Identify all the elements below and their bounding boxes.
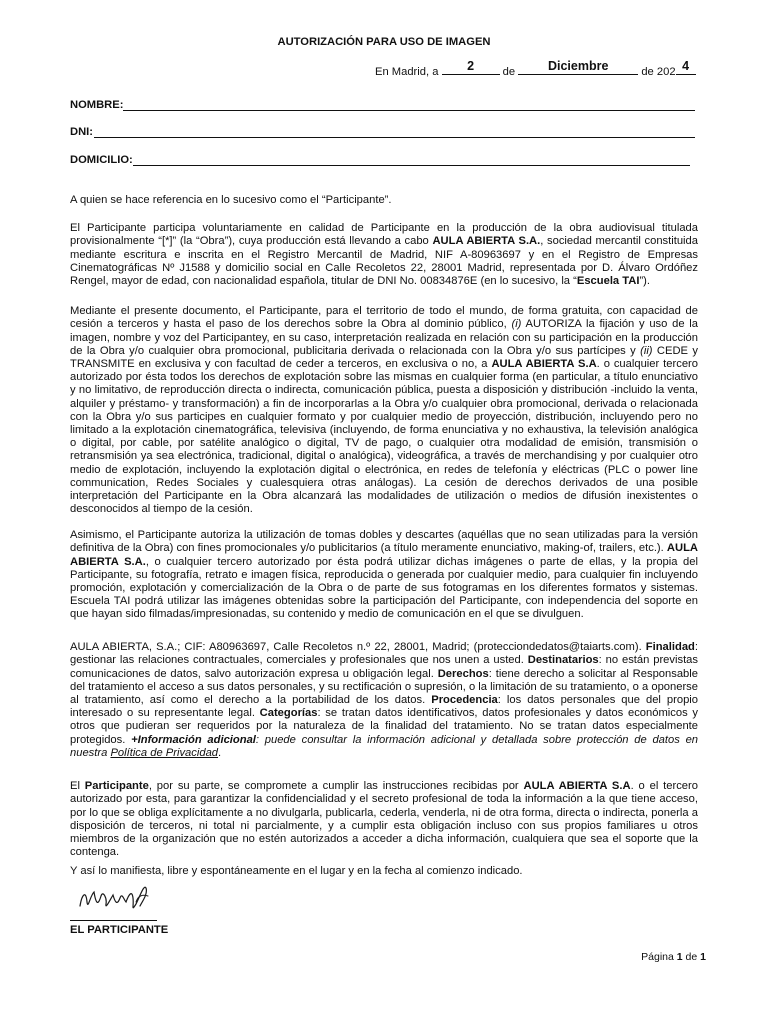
signature-label: EL PARTICIPANTE xyxy=(70,924,169,936)
day-field[interactable] xyxy=(442,58,500,75)
dp-destinatarios-label: Destinatarios xyxy=(527,654,599,667)
p1-text-b: , sociedad mercantil constituida mediante escritura e inscrita en el Registro Mercantil de Madrid, NIF A-80963697 y en el Registro de Empresas Cinematográficas Nº J1588 y domicilio social en Calle Recoletos 22, 28001 Madrid, representada por D. Álvaro Ordóñez Rengel, mayor de edad, con nacionalidad española, titular de DNI No. 00834876E (en lo sucesivo, la “ xyxy=(70,235,698,287)
dni-line xyxy=(94,137,695,138)
domicilio-label: DOMICILIO: xyxy=(70,154,133,166)
p2-text-c: CEDE y TRANSMITE en exclusiva y con facultad de ceder a terceros, en exclusiva o no, a xyxy=(70,344,698,370)
p2-text-a: Mediante el presente documento, el Participante, para el territorio de todo el mundo, de forma gratuita, con capacidad de cesión a terceros y hasta el paso de los derechos sobre la Obra al dominio público, xyxy=(70,305,698,331)
date-prefix: En Madrid, a xyxy=(375,66,439,78)
dp-procedencia-label: Procedencia xyxy=(431,694,498,706)
p3-text-a: Asimismo, el Participante autoriza la utilización de tomas dobles y descartes (aquéllas que no sean utilizadas para la versión definitiva de la Obra) con fines promocionales y/o publicitarios (a título meramente enunciativo, making-of, trailers, etc.). xyxy=(70,529,698,555)
dp-info-label: +Información adicional xyxy=(131,733,256,746)
intro-text: A quien se hace referencia en lo sucesivo como el “Participante”. xyxy=(70,194,392,207)
dp-controller-text: AULA ABIERTA, S.A.; CIF: A80963697, Calle Recoletos n.º 22, 28001, Madrid; ( xyxy=(70,641,478,654)
year-field[interactable] xyxy=(676,58,696,75)
p2-roman-ii: (ii) xyxy=(640,344,653,357)
nombre-field[interactable] xyxy=(70,99,695,113)
dp-categorias-text: : se tratan datos identificativos, datos profesionales y datos económicos y otros que pudieran ser requeridos por la naturaleza de la finalidad del tratamiento. No se tratan datos especialmente protegidos. xyxy=(70,707,698,746)
paragraph-participation xyxy=(70,211,698,299)
closing-text: Y así lo manifiesta, libre y espontáneamente en el lugar y en la fecha al comienzo indicado. xyxy=(70,865,523,878)
date-de-2: de 202 xyxy=(641,66,676,78)
p5-text-a: El xyxy=(70,780,85,793)
privacy-policy-link[interactable]: Política de Privacidad xyxy=(110,746,219,759)
document-title: AUTORIZACIÓN PARA USO DE IMAGEN xyxy=(277,36,491,48)
dp-procedencia-text: : los datos personales que del propio interesado o su representante legal. xyxy=(70,694,698,720)
day-value: 2 xyxy=(467,58,475,73)
year-value: 4 xyxy=(682,58,690,73)
paragraph-data-protection xyxy=(70,630,698,771)
dp-info-text: : puede consultar la información adicional y detallada sobre protección de datos en nuestra xyxy=(70,733,699,759)
footer-page-word: Página xyxy=(641,951,674,963)
nombre-label: NOMBRE: xyxy=(70,99,124,111)
dp-finalidad-text: : gestionar las relaciones contractuales, comerciales y profesionales que nos unen a usted. xyxy=(70,641,698,667)
p5-company: AULA ABIERTA S.A xyxy=(523,780,631,793)
dp-categorias-label: Categorías xyxy=(259,707,318,720)
p5-text-c: . o el tercero autorizado por esta, para garantizar la confidencialidad y el secreto profesional de toda la información a la que tiene acceso, por lo que se obliga explícitamente a no divulgarla, publicarla, cederla, venderla, ni de otra forma, directa o indirecta, ponerla a disposición de terceros, ni total ni parcialmente, y a cumplir esta obligación incluso con sus propios familiares u otros miembros de la organización que no estén autorizados a acceder a dicha información, cualquiera que sea el soporte que la contenga. xyxy=(70,780,698,859)
dp-controller-end: ). xyxy=(634,641,642,654)
paragraph-takes xyxy=(70,518,698,633)
footer-page-total: 1 xyxy=(700,951,706,963)
nombre-line xyxy=(123,110,695,111)
paragraph-authorization xyxy=(70,294,698,528)
dni-field[interactable] xyxy=(70,126,695,140)
footer-of-word: de xyxy=(685,951,698,963)
dp-email-link[interactable]: protecciondedatos@taiarts.com xyxy=(477,641,635,654)
p2-text-b: AUTORIZA la fijación y uso de la imagen, nombre y voz del Participantey, en su caso, interpretación realizada en relación con su participación en la producción de la Obra y/o cualquier obra promocional, publicitaria derivada o relacionada con la Obra y/o sus partícipes y xyxy=(70,318,698,357)
p2-text-d: . o cualquier tercero autorizado por ésta todos los derechos de explotación sobre las mismas en cualquier forma (en particular, a título enunciativo y no limitativo, de reproducción directa o indirecta, comunicación pública, puesta a disposición y distribución -incluido la venta, alquiler y préstamo- y transformación) a fin de incorporarlas a la Obra y/o cualquier obra promocional, derivada o relacionada con la Obra y/o sus participes en cualquier formato y por cualquier medio de proyección, distribución, incluyendo pero no limitado a la explotación cinematográfica, televisiva (incluyendo, de forma enunciativa y no exhaustiva, la televisión analógica o digital, por cable, por satélite analógico o digital, TV de pago, o cualquier otra modalidad de emisión, transmisión o retransmisión ya sea electrónica, tradicional, digital o analógica), videográfica, a través de merchandising y por cualquier otro medio de explotación, incluyendo la explotación digital o electrónica, en redes de telefonía y eléctricas (PLC o power line communication, Redes Sociales y cualesquiera otras análogas). La cesión de derechos derivados de una posible interpretación del Participante en la Obra alcanzará las modalidades de utilización o medios de difusión inexistentes o desconocidos al tiempo de la cesión. xyxy=(70,358,698,516)
p2-roman-i: (i) xyxy=(511,318,522,331)
signature-line xyxy=(70,920,157,921)
dp-finalidad-label: Finalidad xyxy=(645,641,695,654)
dp-derechos-label: Derechos xyxy=(437,667,489,680)
domicilio-line xyxy=(133,165,690,166)
dp-derechos-text: : tiene derecho a solicitar al Responsable del tratamiento el acceso a sus datos personales, y su rectificación o supresión, o la limitación de su tratamiento, o a oponerse al tratamiento, así como el derecho a la portabilidad de los datos. xyxy=(70,667,698,706)
p1-school: Escuela TAI xyxy=(576,275,640,287)
month-field[interactable] xyxy=(518,58,638,75)
p5-participant: Participante xyxy=(84,780,149,793)
dp-destinatarios-text: : no están previstas comunicaciones de datos, salvo autorización expresa u obligación legal. xyxy=(70,654,698,680)
closing-paragraph xyxy=(70,854,698,890)
p1-text-c: ”). xyxy=(639,275,651,287)
p3-company: AULA ABIERTA S.A. xyxy=(70,542,698,568)
footer-page-number: 1 xyxy=(676,951,683,963)
date-de-1: de xyxy=(502,66,516,78)
p1-company: AULA ABIERTA S.A. xyxy=(432,235,541,248)
dni-label: DNI: xyxy=(70,126,93,138)
p1-text-a: El Participante participa voluntariamente en calidad de Participante en la producción de la obra audiovisual titulada provisionalmente “[*]” (la “Obra”), cuya producción está llevando a cabo xyxy=(70,222,698,248)
domicilio-field[interactable] xyxy=(70,154,690,168)
date-line xyxy=(375,58,705,79)
p2-company: AULA ABIERTA S.A xyxy=(491,358,597,370)
handwritten-signature xyxy=(76,876,156,922)
page-footer xyxy=(636,951,706,964)
p5-text-b: , por su parte, se compromete a cumplir las instrucciones recibidas por xyxy=(148,780,524,793)
month-value: Diciembre xyxy=(547,58,609,73)
p3-text-b: , o cualquier tercero autorizado por ésta podrá utilizar dichas imágenes o parte de ellas, y la propia del Participante, su fotografía, retrato e imagen física, reproducida o generada por cualquier medio, para cualquier fin incluyendo promoción, explotación y comercialización de la Obra o de parte de sus fotogramas en los diferentes formatos y sistemas. Escuela TAI podrá utilizar las imágenes obtenidas sobre la participación del Participante, con independencia del soporte en que hayan sido filmadas/impresionadas, su contenido y medio de comunicación en el que se divulguen. xyxy=(70,555,698,621)
dp-end: . xyxy=(218,746,222,759)
